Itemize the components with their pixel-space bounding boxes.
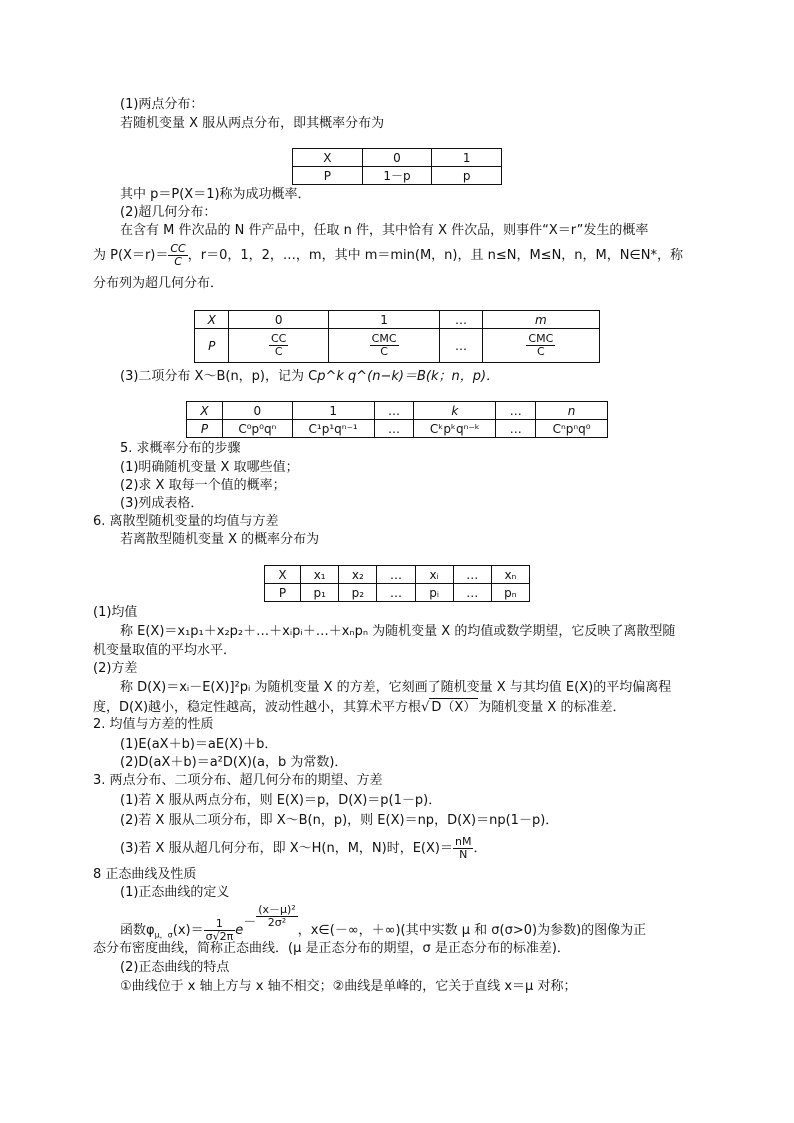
table-cell: xₙ: [491, 566, 529, 584]
variance-line1: 称 D(X)＝xᵢ－E(X)]²pᵢ 为随机变量 X 的方差，它刻画了随机变量 X 与其均值 E(X)的平均偏离程: [120, 680, 672, 695]
table-cell: P: [187, 420, 223, 438]
table-row: [265, 566, 530, 584]
hypergeo-title: (2)超几何分布：: [120, 205, 217, 220]
table-cell: k: [414, 402, 496, 420]
expectation-line: (1)若 X 服从两点分布，则 E(X)＝p，D(X)＝p(1－p)．: [120, 793, 442, 808]
fraction-denominator: N: [459, 848, 468, 861]
expectation-l3-pre: (3)若 X 服从超几何分布，即 X～H(n，M，N)时，E(X)＝: [120, 841, 453, 856]
expectation-fraction: [453, 836, 473, 861]
fraction-denominator: C: [536, 345, 545, 358]
fn-subscript: μ，σ: [154, 930, 173, 940]
two-point-title: (1)两点分布：: [120, 97, 204, 112]
expectation-line-hypergeo: [120, 836, 486, 862]
mean-title: (1)均值: [93, 605, 138, 620]
hypergeo-prob-fraction: [168, 243, 187, 268]
fraction-denominator: σ√2π: [205, 930, 234, 943]
expectation-line: (2)若 X 服从二项分布，即 X～B(n，p)，则 E(X)＝np，D(X)＝np(1－p)．: [120, 813, 559, 828]
table-cell: 0: [229, 311, 328, 329]
normal-feature-line: ①曲线位于 x 轴上方与 x 轴不相交；②曲线是单峰的，它关于直线 x＝μ 对称；: [120, 979, 577, 994]
discrete-table: [264, 565, 530, 602]
table-cell: x₁: [301, 566, 339, 584]
table-cell: Cⁿpⁿq⁰: [536, 420, 608, 438]
step-item: (1)明确随机变量 X 取哪些值；: [120, 460, 299, 475]
cell-fraction: [526, 333, 555, 358]
hypergeo-line2-pre: 为 P(X＝r)＝: [93, 248, 169, 263]
table-cell: [482, 329, 599, 363]
fraction-denominator: C: [380, 345, 388, 358]
normal-def-line2: 态分布密度曲线，简称正态曲线．(μ 是正态分布的期望，σ 是正态分布的标准差)．: [93, 941, 570, 956]
table-cell: C⁰p⁰qⁿ: [222, 420, 292, 438]
table-cell: P: [195, 329, 229, 363]
step-item: (2)求 X 取每一个值的概率；: [120, 478, 286, 493]
table-cell: pᵢ: [415, 584, 453, 602]
table-cell: …: [496, 420, 536, 438]
table-cell: p₂: [339, 584, 377, 602]
hypergeo-line3: 分布列为超几何分布．: [93, 276, 224, 291]
table-row: [293, 167, 502, 185]
fn-fraction-2: [256, 904, 298, 929]
table-cell: [328, 329, 439, 363]
table-cell: x₂: [339, 566, 377, 584]
properties-title: 2. 均值与方差的性质: [93, 717, 214, 732]
table-cell: 0: [222, 402, 292, 420]
std-dev-sqrt: D（X）: [431, 700, 477, 715]
normal-title: 8 正态曲线及性质: [93, 867, 197, 882]
table-cell: C¹p¹qⁿ⁻¹: [292, 420, 374, 438]
fraction-numerator: (x－μ)²: [258, 903, 296, 916]
fraction-numerator: CMC: [371, 332, 397, 345]
fn-e: e: [235, 923, 244, 938]
property-line: (2)D(aX＋b)＝a²D(X)(a，b 为常数)．: [120, 755, 348, 770]
table-row: [195, 311, 600, 329]
mean-line1: 称 E(X)＝x₁p₁＋x₂p₂＋…＋xᵢpᵢ＋…＋xₙpₙ 为随机变量 X 的均值或数学期望，它反映了离散型随: [120, 624, 676, 639]
fraction-numerator: CC: [170, 242, 186, 255]
step-item: (3)列成表格．: [120, 496, 204, 511]
table-cell: …: [374, 420, 414, 438]
table-cell: [229, 329, 328, 363]
hypergeo-line2: [93, 243, 683, 269]
normal-feature-title: (2)正态曲线的特点: [120, 960, 230, 975]
table-cell: p: [432, 167, 502, 185]
hypergeo-line2-post: ，r＝0，1，2，…，m，其中 m＝min(M，n)，且 n≤N，M≤N，n，M，N∈N*，称: [187, 248, 684, 263]
fraction-denominator: 2σ²: [267, 916, 287, 929]
binomial-title: [120, 368, 499, 386]
table-cell: X: [195, 311, 229, 329]
table-cell: p₁: [301, 584, 339, 602]
binomial-title-post: p^k q^(n−k)＝B(k；n，p)．: [317, 369, 500, 384]
variance-title: (2)方差: [93, 661, 138, 676]
table-cell: …: [377, 584, 415, 602]
mean-line2: 机变量取值的平均水平．: [93, 643, 237, 658]
table-cell: X: [265, 566, 301, 584]
table-cell: …: [453, 566, 491, 584]
fn-post: ，x∈(－∞，＋∞)(其中实数 μ 和 σ(σ>0)为参数)的图像为正: [297, 923, 647, 938]
table-cell: …: [374, 402, 414, 420]
table-cell: xᵢ: [415, 566, 453, 584]
normal-function-line: 函数$\varphi_{\mu,\sigma}(x)=$ $\frac{1}{\sigma√2\pi}$ e－ $\frac{\text{(x－μ)²}}{\text{2σ²}}$ ，x∈(－∞，＋∞)(其中实数 μ 和 σ(σ>0)为参数)的图像为正: [120, 903, 647, 943]
variance-line2-pre: 度，D(X)越小，稳定性越高，波动性越小，其算术平方根: [93, 700, 422, 715]
table-cell: pₙ: [491, 584, 529, 602]
table-cell: P: [265, 584, 301, 602]
table-cell: X: [293, 149, 363, 167]
table-cell: m: [482, 311, 599, 329]
fraction-numerator: CC: [271, 332, 287, 345]
cell-fraction: [370, 333, 399, 358]
table-cell: 1－p: [362, 167, 432, 185]
binomial-table: [186, 401, 608, 438]
table-cell: n: [536, 402, 608, 420]
hypergeo-table: [194, 310, 600, 363]
table-row: [293, 149, 502, 167]
fraction-numerator: nM: [455, 835, 472, 848]
two-point-table: [292, 148, 502, 185]
property-line: (1)E(aX＋b)＝aE(X)＋b．: [120, 737, 278, 752]
variance-line2-post: 为随机变量 X 的标准差．: [478, 700, 626, 715]
table-cell: P: [293, 167, 363, 185]
mean-variance-title: 6. 离散型随机变量的均值与方差: [93, 514, 279, 529]
fn-pre: 函数φ: [120, 923, 155, 938]
table-cell: 1: [432, 149, 502, 167]
table-cell: 0: [362, 149, 432, 167]
hypergeo-line1: 在含有 M 件次品的 N 件产品中，任取 n 件，其中恰有 X 件次品，则事件“X＝r”发生的概率: [120, 223, 649, 238]
fraction-denominator: C: [274, 345, 283, 358]
table-row: [195, 329, 600, 363]
fraction-numerator: 1: [204, 918, 236, 931]
normal-def-title: (1)正态曲线的定义: [120, 885, 230, 900]
table-row: [265, 584, 530, 602]
table-cell: 1: [292, 402, 374, 420]
fraction-denominator: C: [174, 255, 182, 268]
table-row: [187, 402, 608, 420]
expectation-l3-post: ．: [473, 841, 487, 856]
two-point-intro: 若随机变量 X 服从两点分布，即其概率分布为: [120, 116, 385, 131]
success-prob-note: 其中 p＝P(X＝1)称为成功概率．: [120, 187, 311, 202]
fn-mid: (x)＝: [172, 923, 204, 938]
table-cell: …: [453, 584, 491, 602]
table-cell: X: [187, 402, 223, 420]
table-cell: …: [377, 566, 415, 584]
mean-variance-intro: 若离散型随机变量 X 的概率分布为: [120, 532, 320, 547]
table-cell: …: [440, 329, 482, 363]
table-cell: 1: [328, 311, 439, 329]
table-row: [187, 420, 608, 438]
cell-fraction: [269, 333, 288, 358]
variance-line2: 度，D(X)越小，稳定性越高，波动性越小，其算术平方根√ D（X） 为随机变量 X 的标准差．: [93, 700, 626, 715]
table-cell: …: [496, 402, 536, 420]
fraction-numerator: CMC: [528, 332, 554, 345]
table-cell: …: [440, 311, 482, 329]
binomial-title-pre: (3)二项分布 X～B(n，p)，记为 C: [120, 369, 318, 384]
expectations-title: 3. 两点分布、二项分布、超几何分布的期望、方差: [93, 773, 383, 788]
steps-title: 5. 求概率分布的步骤: [120, 441, 241, 456]
table-cell: Cᵏpᵏqⁿ⁻ᵏ: [414, 420, 496, 438]
